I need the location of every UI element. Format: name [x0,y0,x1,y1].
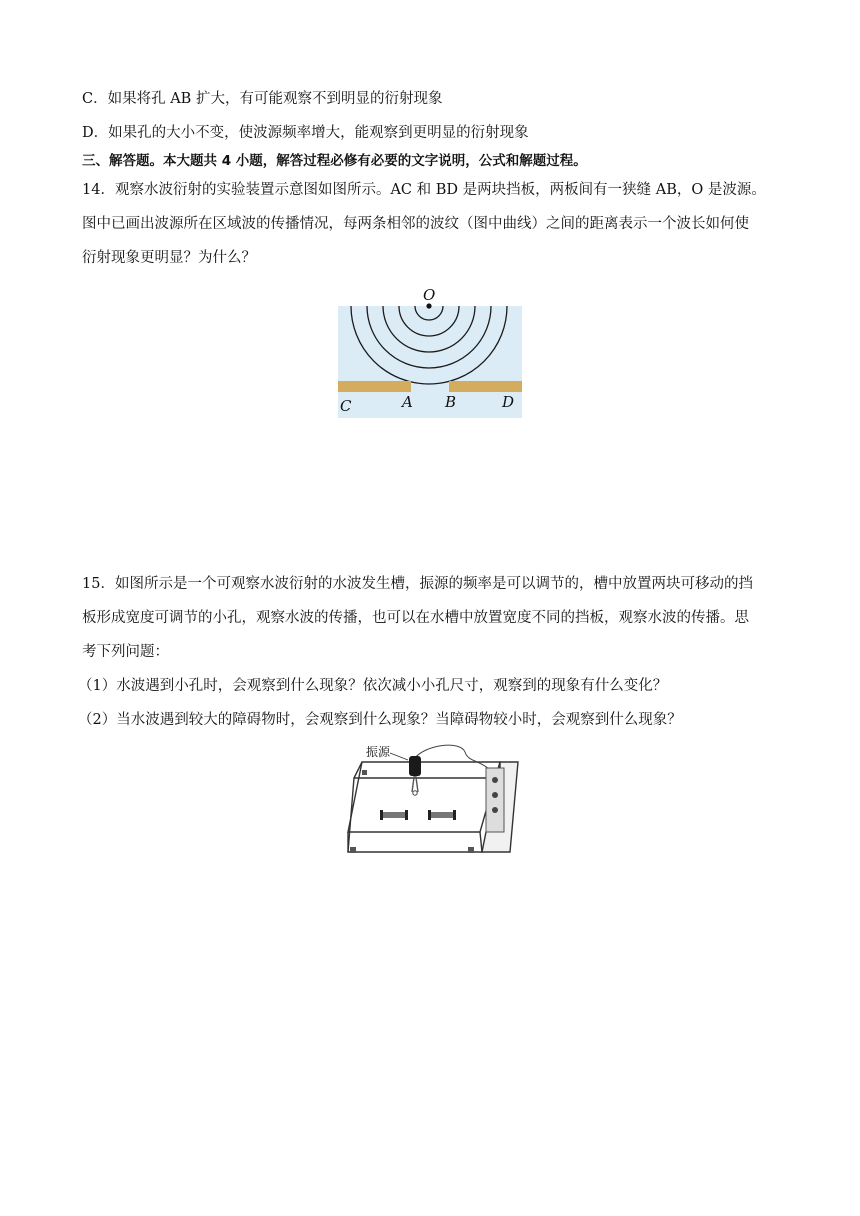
label-b: B [445,393,457,411]
tank-top-frame [348,762,500,832]
label-o: O [423,286,436,304]
label-d: D [502,393,515,411]
option-d: D．如果孔的大小不变，使波源频率增大，能观察到更明显的衍射现象 [82,125,529,141]
section-heading: 三、解答题。本大题共 4 小题，解答过程必修有必要的文字说明，公式和解题过程。 [82,153,587,169]
label-a: A [402,393,413,411]
question-14-line-2: 图中已画出波源所在区域波的传播情况，每两条相邻的波纹（图中曲线）之间的距离表示一个波长如何使 [82,216,749,232]
question-15-line-2: 板形成宽度可调节的小孔，观察水波的传播，也可以在水槽中放置宽度不同的挡板，观察水波的传播。思 [82,610,749,626]
control-knob [492,777,498,783]
control-knob [492,792,498,798]
ripple-tank-photo [340,740,530,862]
label-c: C [340,397,352,415]
plate-bd [449,381,522,392]
question-15-line-1: 15．如图所示是一个可观察水波衍射的水波发生槽，振源的频率是可以调节的，槽中放置两块可移动的挡 [82,576,753,592]
question-14-line-3: 衍射现象更明显？为什么？ [82,250,256,266]
tank-bottom-frame [348,778,500,852]
label-source: 振源 [366,745,391,759]
wave-source-dot [426,303,431,308]
barrier-right [430,812,454,818]
plate-ac [338,381,411,392]
question-15-sub-2: （2）当水波遇到较大的障碍物时，会观察到什么现象？当障碍物较小时，会观察到什么现象？ [78,712,682,728]
water-tank [338,306,522,418]
question-15-line-3: 考下列问题： [82,644,169,660]
vibrator-tip [413,791,417,795]
vibrator-motor [409,756,421,776]
option-c: C．如果将孔 AB 扩大，有可能观察不到明显的衍射现象 [82,91,443,107]
question-15-sub-1: （1）水波遇到小孔时，会观察到什么现象？依次减小小孔尺寸，观察到的现象有什么变化？ [78,678,668,694]
control-knob [492,807,498,813]
question-14-line-1: 14．观察水波衍射的实验装置示意图如图所示。AC 和 BD 是两块挡板，两板间有一狭缝 AB，O 是波源。 [82,182,766,198]
diffraction-diagram [330,282,530,422]
barrier-left [382,812,406,818]
